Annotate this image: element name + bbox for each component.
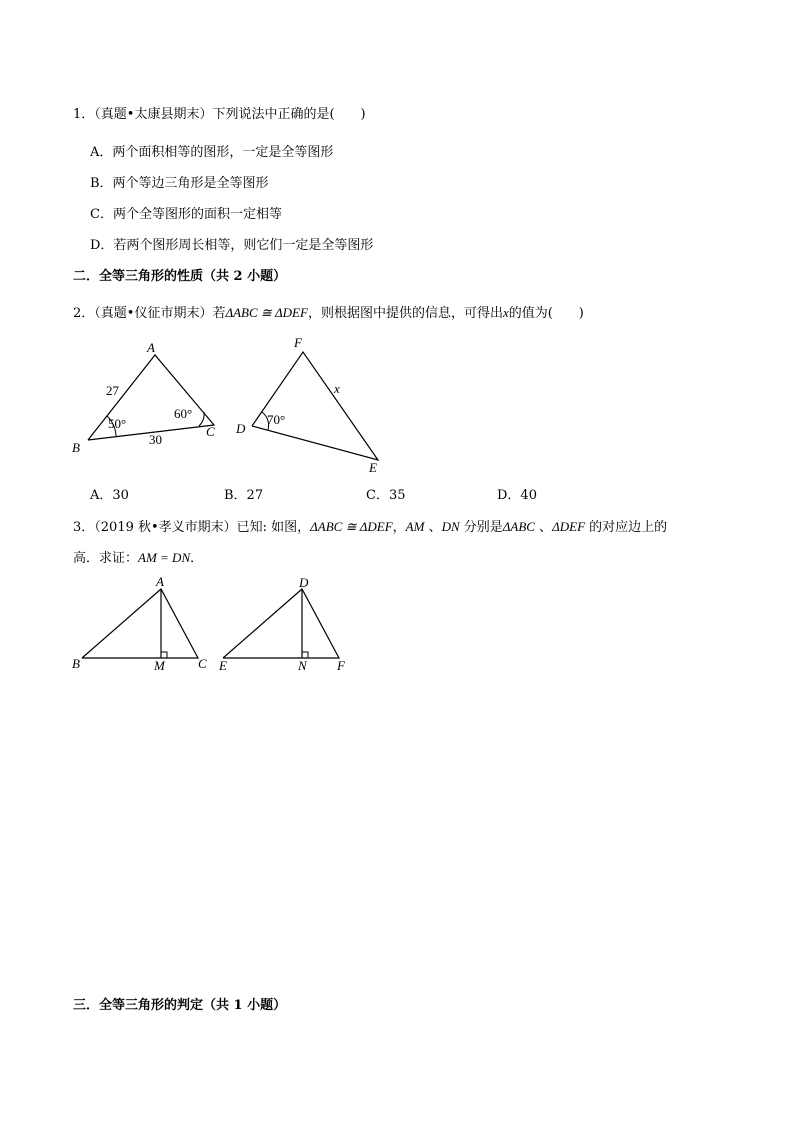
- question-2-option-d: D．40: [497, 488, 537, 503]
- label-a: A: [147, 340, 155, 355]
- question-3-dn: DN: [441, 519, 460, 534]
- question-2-variable: x: [502, 305, 509, 320]
- label-b-left: B: [72, 656, 80, 671]
- side-ab-length: 27: [106, 383, 119, 398]
- triangle-def-right: [223, 589, 339, 658]
- question-3-equation: AM = DN: [138, 550, 191, 565]
- question-3-mid: 分别是: [459, 520, 503, 535]
- label-c-left: C: [198, 656, 207, 671]
- label-d-right: D: [299, 575, 309, 590]
- section-3-heading: 三．全等三角形的判定（共 1 小题）: [73, 998, 287, 1013]
- label-d: D: [236, 421, 246, 436]
- question-2-option-b: B．27: [224, 488, 264, 503]
- side-df-variable: x: [334, 381, 340, 396]
- side-bc-length: 30: [149, 432, 162, 447]
- question-1-option-c: C．两个全等图形的面积一定相等: [90, 207, 282, 222]
- question-1-option-a: A．两个面积相等的图形，一定是全等图形: [90, 145, 334, 160]
- label-m: M: [154, 658, 165, 673]
- question-3-line-2-suffix: ．: [190, 551, 204, 566]
- question-2-stem-prefix: 2．（真题•仪征市期末）若: [73, 306, 226, 321]
- label-a-left: A: [156, 574, 164, 589]
- question-2-option-c: C．35: [366, 488, 406, 503]
- label-e-right: E: [219, 658, 227, 673]
- question-1-option-b: B．两个等边三角形是全等图形: [90, 176, 269, 191]
- question-2-stem-suffix: 的值为( ): [508, 306, 584, 321]
- angle-b-measure: 50°: [108, 416, 127, 431]
- triangle-abc-left: [82, 589, 198, 658]
- section-2-heading: 二．全等三角形的性质（共 2 小题）: [73, 269, 287, 284]
- question-3-sep-2: 、: [424, 520, 442, 535]
- question-3-sep-3: 、: [534, 520, 553, 535]
- question-2-congruence: ΔABC ≅ ΔDEF: [225, 305, 308, 320]
- label-c: C: [206, 424, 215, 439]
- label-f-right: F: [337, 658, 345, 673]
- angle-c-measure: 60°: [174, 406, 193, 421]
- label-f: F: [294, 335, 302, 350]
- question-2-stem-mid: ，则根据图中提供的信息，可得出: [307, 306, 503, 321]
- question-3-suffix: 的对应边上的: [585, 520, 668, 535]
- question-3-prefix: 3．（2019 秋•孝义市期末）已知: 如图，: [73, 520, 311, 535]
- question-3-sep-1: ，: [392, 520, 406, 535]
- question-3-am: AM: [405, 519, 425, 534]
- label-e: E: [369, 460, 377, 475]
- question-2-option-a: A．30: [90, 488, 129, 503]
- question-3-line-2-prefix: 高．求证：: [73, 551, 139, 566]
- question-3-triangle-abc: ΔABC: [502, 519, 535, 534]
- question-3-triangle-def: ΔDEF: [552, 519, 586, 534]
- angle-d-measure: 70°: [267, 412, 286, 427]
- question-1-stem: 1．（真题•太康县期末）下列说法中正确的是( ): [73, 107, 366, 122]
- label-n: N: [298, 658, 307, 673]
- question-3-congruence: ΔABC ≅ ΔDEF: [310, 519, 393, 534]
- question-1-option-d: D．若两个图形周长相等，则它们一定是全等图形: [90, 238, 374, 253]
- label-b: B: [72, 440, 80, 455]
